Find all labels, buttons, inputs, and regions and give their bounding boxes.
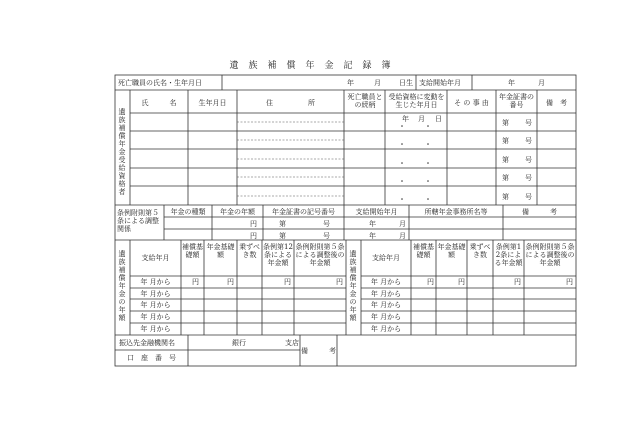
birth-day-label: 日生 [399,79,413,87]
pension-header-art5-left: 条例附則第５条による調整後の年金額 [295,243,345,267]
cert-dai-1: 第 [502,119,509,127]
bank-bank-label: 銀行 [232,339,246,347]
pension-row-right-4: 年 月から [370,313,402,321]
account-number-label: 口 座 番 号 [127,354,176,362]
adjust-dai-2: 第 [279,232,286,240]
adjust-year-2: 年 [369,232,376,240]
cert-go-3: 号 [525,156,532,164]
pension-header-base-right: 補償基礎額 [413,243,434,259]
header-cert-no: 年金証書の番号 [499,93,534,109]
pension-row-left-5: 年 月から [140,325,171,333]
adjust-dai-1: 第 [279,220,286,228]
pension-header-pay-left: 支給年月 [141,254,170,262]
adjust-header-office: 所轄年金事務所名等 [424,208,488,216]
pension-yen-base-left: 円 [192,278,199,286]
cert-dai-3: 第 [502,156,509,164]
header-remarks: 備 考 [546,99,567,107]
deceased-label: 死亡職員の氏名・生年月日 [118,79,202,87]
adjust-header-amount: 年金の年額 [220,208,255,216]
pension-header-base-left: 補償基礎額 [182,243,203,259]
cert-go-1: 号 [525,119,532,127]
date-hint-day: 日 [435,115,442,123]
pension-row-right-5: 年 月から [370,325,402,333]
header-qual-change: 受給資格に変動を生じた年月日 [388,93,445,109]
pension-yen-art12-right: 円 [514,278,521,286]
cert-go-4: 号 [525,174,532,182]
pension-yen-amount-left: 円 [227,278,234,286]
pension-header-mult-right: 乗ずべき数 [469,243,491,259]
date-hint-month: 月 [418,115,425,123]
pension-side-label-left: 遺族補償年金の年額 [118,250,126,322]
pension-row-left-3: 年 月から [140,301,171,309]
pension-row-left-2: 年 月から [140,290,171,298]
header-address: 住 所 [266,99,315,107]
start-year-label: 年 [508,79,515,87]
header-relation: 死亡職員との続柄 [347,93,383,109]
birth-month-label: 月 [374,79,381,87]
pension-header-amount-left: 年金基礎額 [206,243,235,259]
start-month-label: 月 [538,79,545,87]
birth-year-label: 年 [347,79,354,87]
header-name: 氏 名 [141,99,177,107]
pension-row-right-3: 年 月から [370,301,402,309]
pension-header-art5-right: 条例附則第５条による調整後の年金額 [525,243,575,267]
pension-yen-art5-right: 円 [566,278,573,286]
adjust-yen-1: 円 [250,220,257,228]
adjust-go-1: 号 [323,220,330,228]
pension-side-label-right: 遺族補償年金の年額 [349,250,357,322]
cert-go-5: 号 [525,193,532,201]
date-hint-year: 年 [402,115,409,123]
adjust-header-type: 年金の種類 [170,208,206,216]
cert-go-2: 号 [525,137,532,145]
adjust-go-2: 号 [323,232,330,240]
recipients-side-label: 遺族補償年金受給資格者 [118,108,126,196]
cert-dai-4: 第 [502,174,509,182]
pension-row-right-1: 年 月から [370,278,402,286]
bank-branch-label: 支店 [285,339,299,347]
header-birth: 生年月日 [198,99,227,107]
cert-dai-2: 第 [502,137,509,145]
page-title: 遺族補償年金記録簿 [229,61,401,71]
adjust-header-cert: 年金証書の記号番号 [272,208,335,216]
pension-row-left-4: 年 月から [140,313,171,321]
adjust-header-remarks: 備 考 [522,208,557,216]
bank-label: 振込先金融機関名 [119,339,175,347]
pension-row-right-2: 年 月から [370,290,402,298]
pension-header-mult-left: 乗ずべき数 [239,243,260,259]
start-label: 支給開始年月 [419,79,461,87]
adjust-month-2: 月 [399,232,406,240]
pension-yen-base-right: 円 [427,278,434,286]
pension-header-pay-right: 支給年月 [372,254,400,262]
adjust-side-label: 条例附則第５条による調整関係 [117,209,159,233]
adjust-year-1: 年 [369,220,376,228]
pension-yen-amount-right: 円 [458,278,465,286]
pension-header-amount-right: 年金基礎額 [437,243,466,259]
bank-remarks-label: 備 考 [301,347,336,355]
header-reason: そ の 事 由 [454,99,489,107]
pension-yen-art5-left: 円 [336,278,343,286]
cert-dai-5: 第 [502,193,509,201]
pension-row-left-1: 年 月から [140,278,171,286]
adjust-header-start: 支給開始年月 [355,208,398,216]
pension-header-art12-left: 条例第12条による年金額 [263,243,293,267]
adjust-yen-2: 円 [250,232,257,240]
pension-header-art12-right: 条例第12条による年金額 [494,243,523,267]
pension-yen-art12-left: 円 [284,278,291,286]
adjust-month-1: 月 [399,220,406,228]
